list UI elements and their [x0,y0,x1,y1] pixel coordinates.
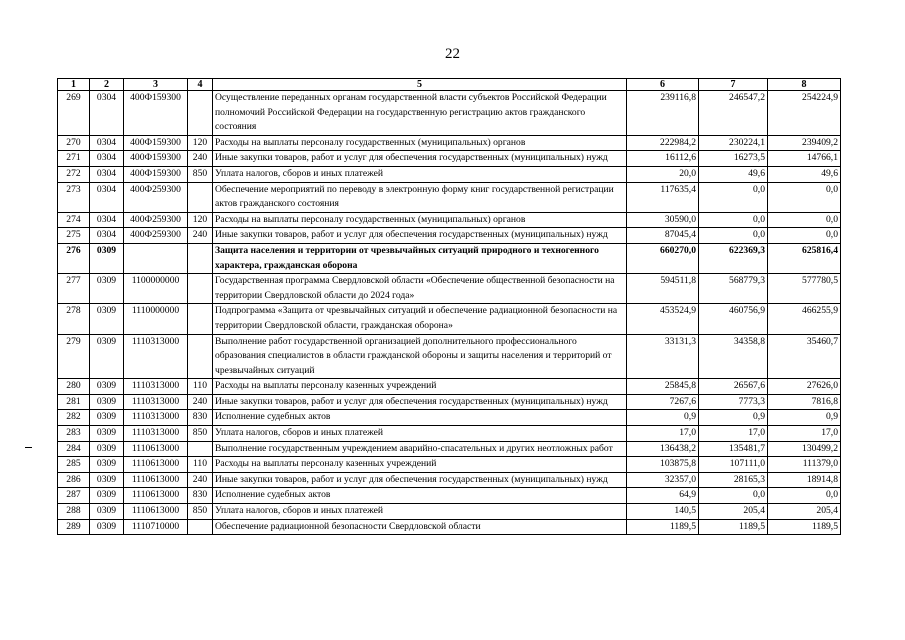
amount-year-3-cell: 1189,5 [768,519,841,535]
amount-year-1-cell: 87045,4 [627,228,699,244]
item-name-cell: Исполнение судебных актов [213,410,627,426]
target-article-code-cell: 400Ф159300 [124,151,188,167]
row-number-cell: 276 [58,243,90,273]
amount-year-2-cell: 0,0 [699,488,768,504]
table-row [58,504,841,520]
amount-year-3-cell: 466255,9 [768,304,841,334]
table-row [58,457,841,473]
expense-type-code-cell: 240 [188,472,213,488]
target-article-code-cell: 1110313000 [124,394,188,410]
expense-type-code-cell: 830 [188,488,213,504]
target-article-code-cell: 1110613000 [124,472,188,488]
amount-year-3-cell: 18914,8 [768,472,841,488]
section-code-cell: 0304 [90,151,124,167]
target-article-code-cell: 1110313000 [124,379,188,395]
item-name-cell: Расходы на выплаты персоналу государственных (муниципальных) органов [213,135,627,151]
item-name-cell: Обеспечение радиационной безопасности Свердловской области [213,519,627,535]
amount-year-2-cell: 460756,9 [699,304,768,334]
amount-year-1-cell: 17,0 [627,426,699,442]
expense-type-code-cell: 120 [188,212,213,228]
item-name-cell: Исполнение судебных актов [213,488,627,504]
table-row [58,228,841,244]
amount-year-1-cell: 16112,6 [627,151,699,167]
item-name-cell: Обеспечение мероприятий по переводу в электронную форму книг государственной регистрации актов гражданского состояния [213,182,627,212]
header-cell: 4 [188,79,213,91]
expense-type-code-cell [188,274,213,304]
expense-type-code-cell [188,441,213,457]
amount-year-3-cell: 0,0 [768,488,841,504]
table-row [58,91,841,136]
amount-year-1-cell: 25845,8 [627,379,699,395]
target-article-code-cell: 400Ф259300 [124,212,188,228]
section-code-cell: 0309 [90,334,124,379]
amount-year-3-cell: 0,0 [768,228,841,244]
amount-year-3-cell: 0,9 [768,410,841,426]
amount-year-1-cell: 33131,3 [627,334,699,379]
amount-year-3-cell: 239409,2 [768,135,841,151]
row-number-cell: 284 [58,441,90,457]
table-row [58,166,841,182]
amount-year-2-cell: 17,0 [699,426,768,442]
item-name-cell: Расходы на выплаты персоналу казенных учреждений [213,457,627,473]
target-article-code-cell: 1100000000 [124,274,188,304]
item-name-cell: Расходы на выплаты персоналу казенных учреждений [213,379,627,395]
amount-year-3-cell: 27626,0 [768,379,841,395]
header-cell: 8 [768,79,841,91]
section-code-cell: 0309 [90,304,124,334]
amount-year-2-cell: 205,4 [699,504,768,520]
section-code-cell: 0309 [90,472,124,488]
amount-year-1-cell: 136438,2 [627,441,699,457]
header-cell: 2 [90,79,124,91]
table-row [58,151,841,167]
row-number-cell: 288 [58,504,90,520]
row-number-cell: 282 [58,410,90,426]
amount-year-3-cell: 14766,1 [768,151,841,167]
expense-type-code-cell: 110 [188,457,213,473]
row-number-cell: 272 [58,166,90,182]
row-number-cell: 273 [58,182,90,212]
amount-year-3-cell: 35460,7 [768,334,841,379]
item-name-cell: Осуществление переданных органам государственной власти субъектов Российской Федерации полномочий Российской Федерации на государственную регистрацию актов гражданского состояния [213,91,627,136]
target-article-code-cell: 400Ф259300 [124,228,188,244]
table-row [58,182,841,212]
amount-year-2-cell: 246547,2 [699,91,768,136]
row-number-cell: 287 [58,488,90,504]
amount-year-2-cell: 7773,3 [699,394,768,410]
expense-type-code-cell [188,182,213,212]
row-number-cell: 271 [58,151,90,167]
row-number-cell: 270 [58,135,90,151]
row-number-cell: 277 [58,274,90,304]
section-code-cell: 0304 [90,212,124,228]
target-article-code-cell: 1110000000 [124,304,188,334]
margin-mark [25,447,32,448]
section-code-cell: 0309 [90,274,124,304]
item-name-cell: Выполнение государственным учреждением аварийно-спасательных и других неотложных работ [213,441,627,457]
amount-year-1-cell: 117635,4 [627,182,699,212]
page-number: 22 [445,46,460,62]
header-cell: 1 [58,79,90,91]
target-article-code-cell: 1110613000 [124,488,188,504]
item-name-cell: Уплата налогов, сборов и иных платежей [213,504,627,520]
amount-year-1-cell: 64,9 [627,488,699,504]
amount-year-1-cell: 140,5 [627,504,699,520]
table-row [58,135,841,151]
amount-year-1-cell: 660270,0 [627,243,699,273]
target-article-code-cell: 1110613000 [124,504,188,520]
section-code-cell: 0304 [90,91,124,136]
section-code-cell: 0304 [90,182,124,212]
target-article-code-cell: 400Ф159300 [124,91,188,136]
target-article-code-cell: 1110613000 [124,457,188,473]
amount-year-3-cell: 0,0 [768,182,841,212]
expense-type-code-cell: 240 [188,394,213,410]
amount-year-3-cell: 0,0 [768,212,841,228]
amount-year-2-cell: 49,6 [699,166,768,182]
row-number-cell: 289 [58,519,90,535]
section-code-cell: 0309 [90,488,124,504]
table-row [58,426,841,442]
expense-type-code-cell [188,304,213,334]
section-code-cell: 0304 [90,228,124,244]
item-name-cell: Государственная программа Свердловской области «Обеспечение общественной безопасности на территории Свердловской области до 2024 года» [213,274,627,304]
amount-year-1-cell: 594511,8 [627,274,699,304]
amount-year-1-cell: 30590,0 [627,212,699,228]
section-code-cell: 0304 [90,166,124,182]
item-name-cell: Подпрограмма «Защита от чрезвычайных ситуаций и обеспечение радиационной безопасности на территории Свердловской области, гражданская оборона» [213,304,627,334]
section-code-cell: 0309 [90,243,124,273]
target-article-code-cell: 400Ф159300 [124,135,188,151]
item-name-cell: Иные закупки товаров, работ и услуг для обеспечения государственных (муниципальных) нужд [213,394,627,410]
target-article-code-cell: 400Ф259300 [124,182,188,212]
section-code-cell: 0309 [90,504,124,520]
expense-type-code-cell: 830 [188,410,213,426]
table-row [58,410,841,426]
amount-year-2-cell: 26567,6 [699,379,768,395]
item-name-cell: Иные закупки товаров, работ и услуг для обеспечения государственных (муниципальных) нужд [213,151,627,167]
amount-year-3-cell: 205,4 [768,504,841,520]
amount-year-2-cell: 1189,5 [699,519,768,535]
item-name-cell: Расходы на выплаты персоналу государственных (муниципальных) органов [213,212,627,228]
amount-year-2-cell: 34358,8 [699,334,768,379]
item-name-cell: Иные закупки товаров, работ и услуг для обеспечения государственных (муниципальных) нужд [213,228,627,244]
amount-year-2-cell: 16273,5 [699,151,768,167]
amount-year-2-cell: 0,9 [699,410,768,426]
row-number-cell: 279 [58,334,90,379]
table-row [58,488,841,504]
amount-year-2-cell: 107111,0 [699,457,768,473]
expense-type-code-cell: 110 [188,379,213,395]
row-number-cell: 286 [58,472,90,488]
table-row [58,243,841,273]
row-number-cell: 281 [58,394,90,410]
section-code-cell: 0309 [90,519,124,535]
expense-type-code-cell: 240 [188,151,213,167]
amount-year-1-cell: 453524,9 [627,304,699,334]
amount-year-1-cell: 32357,0 [627,472,699,488]
table-row [58,394,841,410]
target-article-code-cell: 1110313000 [124,426,188,442]
expense-type-code-cell [188,91,213,136]
amount-year-2-cell: 135481,7 [699,441,768,457]
row-number-cell: 278 [58,304,90,334]
item-name-cell: Защита населения и территории от чрезвычайных ситуаций природного и техногенного характера, гражданская оборона [213,243,627,273]
item-name-cell: Уплата налогов, сборов и иных платежей [213,166,627,182]
expense-type-code-cell: 850 [188,504,213,520]
table-row [58,334,841,379]
expense-type-code-cell [188,519,213,535]
amount-year-2-cell: 0,0 [699,228,768,244]
section-code-cell: 0309 [90,394,124,410]
item-name-cell: Уплата налогов, сборов и иных платежей [213,426,627,442]
target-article-code-cell: 1110613000 [124,441,188,457]
amount-year-2-cell: 230224,1 [699,135,768,151]
row-number-cell: 283 [58,426,90,442]
amount-year-1-cell: 1189,5 [627,519,699,535]
table-row [58,519,841,535]
header-cell: 3 [124,79,188,91]
amount-year-1-cell: 0,9 [627,410,699,426]
section-code-cell: 0309 [90,379,124,395]
amount-year-3-cell: 130499,2 [768,441,841,457]
section-code-cell: 0309 [90,426,124,442]
item-name-cell: Иные закупки товаров, работ и услуг для обеспечения государственных (муниципальных) нужд [213,472,627,488]
amount-year-1-cell: 7267,6 [627,394,699,410]
amount-year-3-cell: 49,6 [768,166,841,182]
amount-year-1-cell: 20,0 [627,166,699,182]
header-cell: 5 [213,79,627,91]
amount-year-2-cell: 28165,3 [699,472,768,488]
row-number-cell: 280 [58,379,90,395]
amount-year-2-cell: 0,0 [699,212,768,228]
expense-type-code-cell: 240 [188,228,213,244]
amount-year-1-cell: 103875,8 [627,457,699,473]
amount-year-2-cell: 568779,3 [699,274,768,304]
header-cell: 7 [699,79,768,91]
section-code-cell: 0309 [90,410,124,426]
amount-year-3-cell: 625816,4 [768,243,841,273]
expense-type-code-cell: 850 [188,166,213,182]
amount-year-1-cell: 239116,8 [627,91,699,136]
amount-year-3-cell: 7816,8 [768,394,841,410]
target-article-code-cell: 1110313000 [124,410,188,426]
table-row [58,379,841,395]
amount-year-2-cell: 622369,3 [699,243,768,273]
amount-year-3-cell: 17,0 [768,426,841,442]
target-article-code-cell: 1110313000 [124,334,188,379]
row-number-cell: 274 [58,212,90,228]
amount-year-3-cell: 254224,9 [768,91,841,136]
row-number-cell: 275 [58,228,90,244]
row-number-cell: 269 [58,91,90,136]
target-article-code-cell [124,243,188,273]
amount-year-2-cell: 0,0 [699,182,768,212]
section-code-cell: 0309 [90,441,124,457]
header-row [58,79,841,91]
row-number-cell: 285 [58,457,90,473]
target-article-code-cell: 400Ф159300 [124,166,188,182]
expense-type-code-cell: 120 [188,135,213,151]
table-row [58,212,841,228]
table-row [58,304,841,334]
target-article-code-cell: 1110710000 [124,519,188,535]
expense-type-code-cell: 850 [188,426,213,442]
item-name-cell: Выполнение работ государственной организацией дополнительного профессионального образования специалистов в области гражданской обороны и защиты населения и территорий от чрезвычайных ситуаций [213,334,627,379]
table-row [58,274,841,304]
expense-type-code-cell [188,243,213,273]
section-code-cell: 0304 [90,135,124,151]
amount-year-1-cell: 222984,2 [627,135,699,151]
section-code-cell: 0309 [90,457,124,473]
amount-year-3-cell: 577780,5 [768,274,841,304]
amount-year-3-cell: 111379,0 [768,457,841,473]
header-cell: 6 [627,79,699,91]
budget-table [57,78,841,535]
table-row [58,441,841,457]
table-row [58,472,841,488]
expense-type-code-cell [188,334,213,379]
